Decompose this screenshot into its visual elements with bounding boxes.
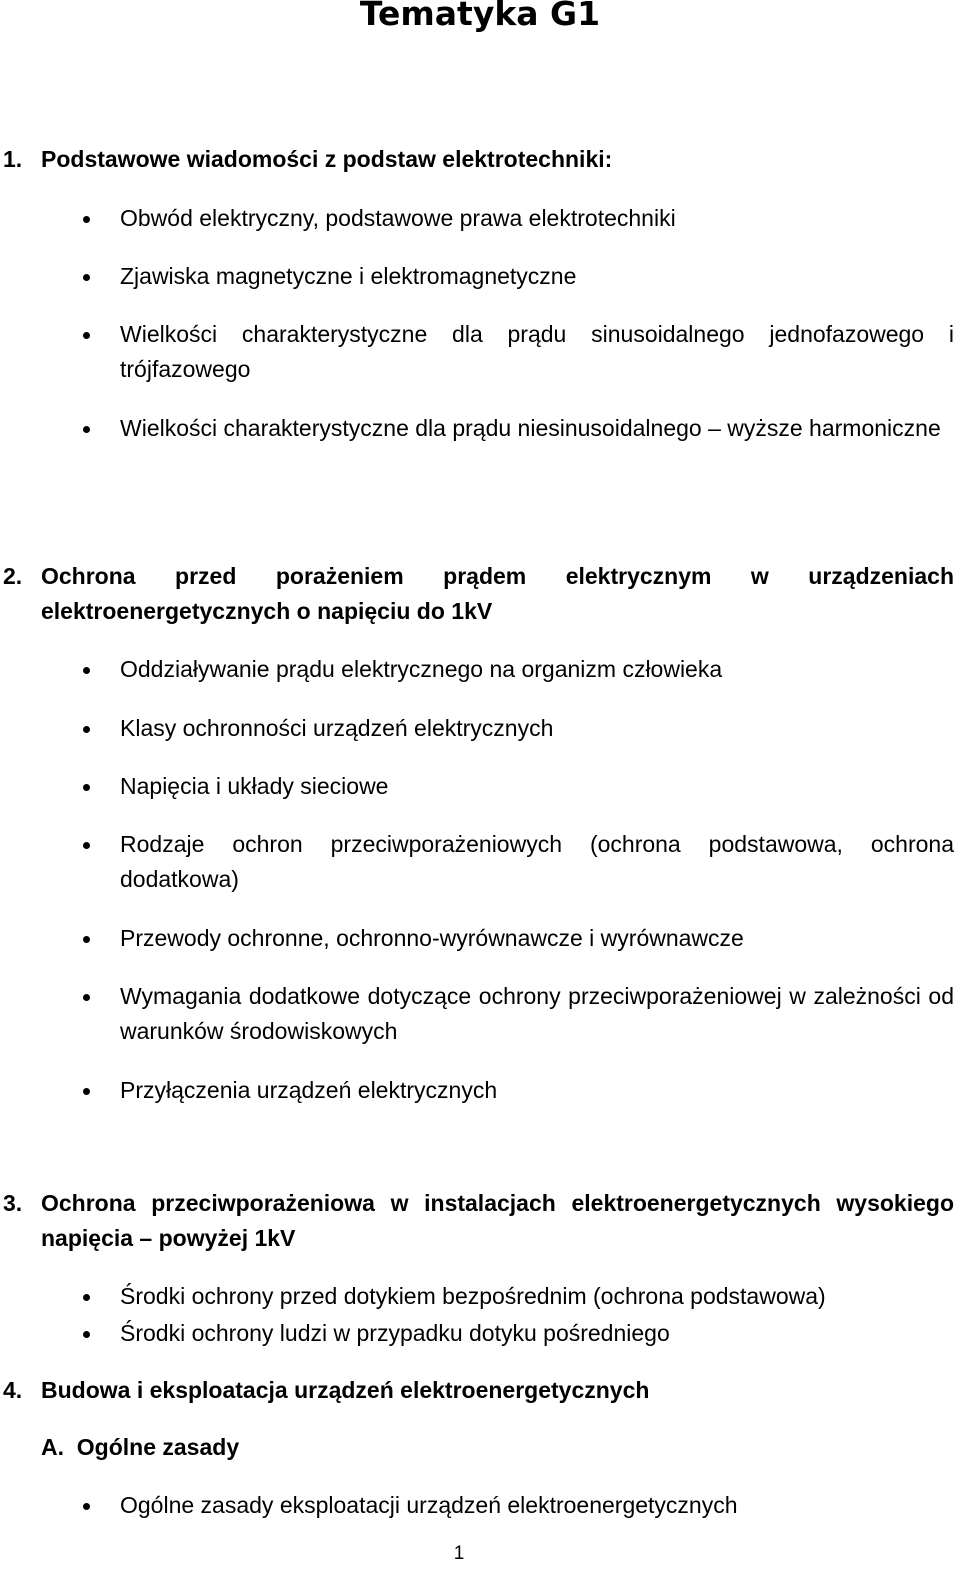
list-item-text: Obwód elektryczny, podstawowe prawa elektrotechniki — [120, 205, 676, 231]
page-number: 1 — [453, 1543, 465, 1564]
bullet-icon — [83, 1294, 90, 1301]
list-item — [0, 201, 954, 236]
list-item-text: Rodzaje ochron przeciwporażeniowych (ochrona podstawowa, ochrona dodatkowa) — [120, 831, 954, 892]
list-item — [0, 1316, 954, 1351]
bullet-icon — [83, 784, 90, 791]
list-item-text: Ogólne zasady eksploatacji urządzeń elektroenergetycznych — [120, 1492, 738, 1518]
list-item — [0, 259, 954, 294]
list-item-text: Zjawiska magnetyczne i elektromagnetyczne — [120, 263, 577, 289]
section-title: Podstawowe wiadomości z podstaw elektrotechniki: — [41, 146, 613, 172]
bullet-icon — [83, 726, 90, 733]
list-item-text: Wymagania dodatkowe dotyczące ochrony przeciwporażeniowej w zależności od warunków środowiskowych — [120, 983, 954, 1044]
subsection-a-heading — [0, 1430, 954, 1465]
bullet-icon — [83, 842, 90, 849]
section-4-heading — [0, 1373, 954, 1408]
bullet-icon — [83, 1503, 90, 1510]
section-number: 3. — [3, 1190, 23, 1216]
section-title: Ochrona przed porażeniem prądem elektrycznym w urządzeniach elektroenergetycznych o napięciu do 1kV — [41, 563, 954, 624]
list-item — [0, 769, 954, 804]
list-item-text: Wielkości charakterystyczne dla prądu sinusoidalnego jednofazowego i trójfazowego — [120, 321, 954, 382]
bullet-icon — [83, 994, 90, 1001]
list-item — [0, 711, 954, 746]
list-item — [0, 652, 954, 687]
list-item — [0, 1488, 954, 1523]
list-item-text: Środki ochrony ludzi w przypadku dotyku pośredniego — [120, 1320, 670, 1346]
list-item-text: Przewody ochronne, ochronno-wyrównawcze i wyrównawcze — [120, 925, 744, 951]
list-item-text: Klasy ochronności urządzeń elektrycznych — [120, 715, 554, 741]
list-item-text: Oddziaływanie prądu elektrycznego na organizm człowieka — [120, 656, 723, 682]
page-title: Tematyka G1 — [359, 0, 601, 33]
bullet-icon — [83, 936, 90, 943]
list-item — [0, 1073, 954, 1108]
section-title: Budowa i eksploatacja urządzeń elektroenergetycznych — [41, 1377, 650, 1403]
section-3-heading — [0, 1186, 954, 1256]
list-item — [0, 979, 954, 1049]
list-item — [0, 411, 954, 446]
bullet-icon — [83, 1331, 90, 1338]
list-item — [0, 921, 954, 956]
bullet-icon — [83, 216, 90, 223]
bullet-icon — [83, 667, 90, 674]
list-item — [0, 317, 954, 387]
section-number: 2. — [3, 563, 23, 589]
section-number: 1. — [3, 146, 23, 172]
list-item-text: Napięcia i układy sieciowe — [120, 773, 389, 799]
list-item-text: Środki ochrony przed dotykiem bezpośrednim (ochrona podstawowa) — [120, 1283, 826, 1309]
list-item — [0, 827, 954, 897]
bullet-icon — [83, 274, 90, 281]
section-title: Ochrona przeciwporażeniowa w instalacjach elektroenergetycznych wysokiego napięcia – powyżej 1kV — [41, 1190, 954, 1251]
subsection-title: Ogólne zasady — [76, 1434, 240, 1460]
section-number: 4. — [3, 1377, 23, 1403]
subsection-label: A. — [41, 1434, 64, 1460]
list-item — [0, 1279, 954, 1314]
list-item-text: Przyłączenia urządzeń elektrycznych — [120, 1077, 498, 1103]
bullet-icon — [83, 1088, 90, 1095]
bullet-icon — [83, 426, 90, 433]
section-2-heading — [0, 559, 954, 629]
bullet-icon — [83, 332, 90, 339]
section-1-heading — [0, 142, 954, 177]
list-item-text: Wielkości charakterystyczne dla prądu niesinusoidalnego – wyższe harmoniczne — [120, 415, 941, 441]
